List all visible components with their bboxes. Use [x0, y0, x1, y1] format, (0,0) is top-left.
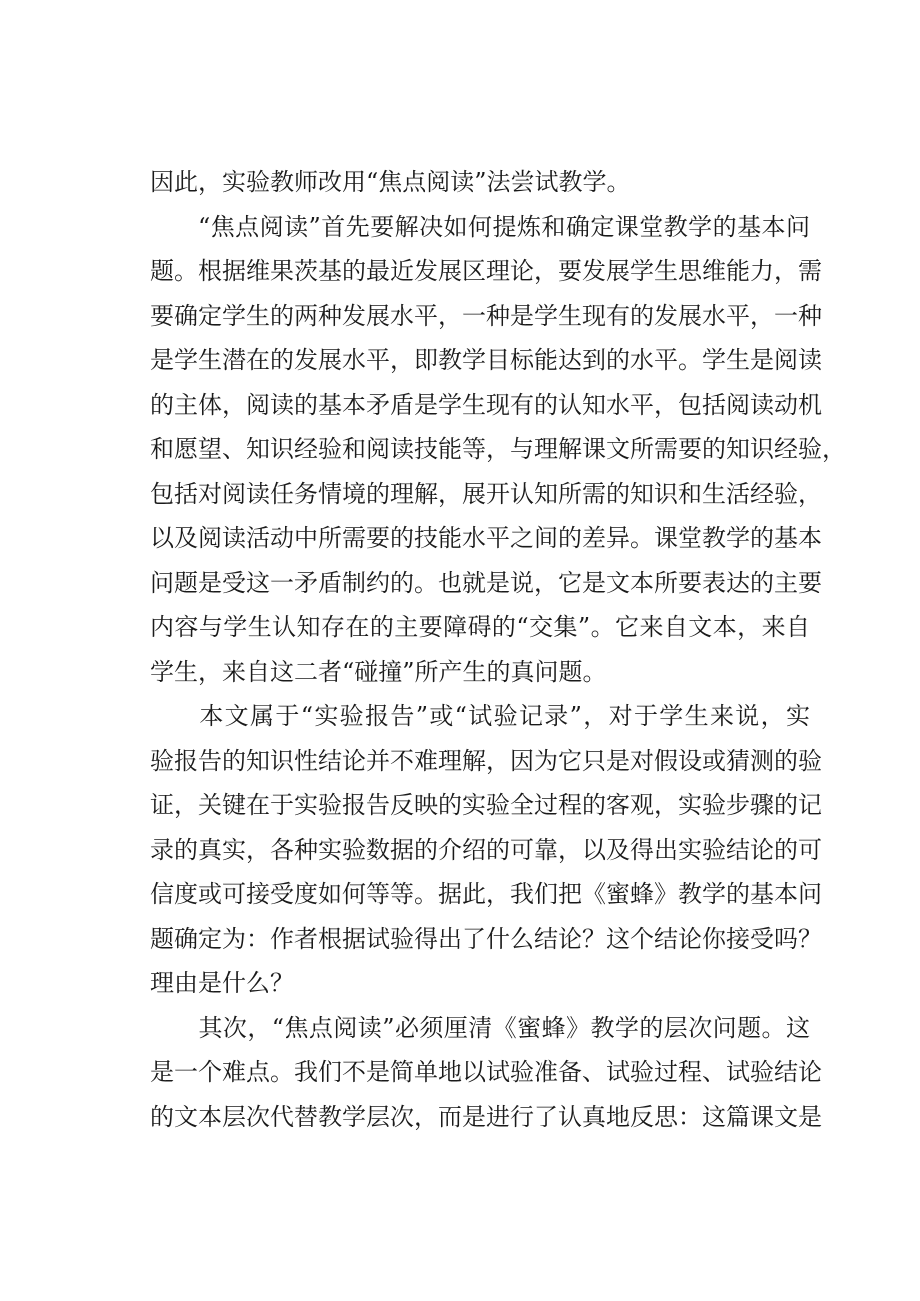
- text-line: 以及阅读活动中所需要的技能水平之间的差异。课堂教学的基本: [150, 524, 822, 552]
- text-line: 题确定为：作者根据试验得出了什么结论？这个结论你接受吗？: [150, 924, 822, 953]
- text-line: 验报告的知识性结论并不难理解，因为它只是对假设或猜测的验: [150, 746, 822, 775]
- text-line: 包括对阅读任务情境的理解，展开认知所需的知识和生活经验，: [150, 479, 822, 508]
- text-line: 的文本层次代替教学层次，而是进行了认真地反思：这篇课文是: [150, 1102, 822, 1131]
- text-line: 因此，实验教师改用“焦点阅读”法尝试教学。: [150, 168, 631, 196]
- body-text: [150, 160, 846, 1139]
- text-line: 学生，来自这二者“碰撞”所产生的真问题。: [150, 657, 607, 686]
- text-line: 录的真实，各种实验数据的介绍的可靠，以及得出实验结论的可: [150, 835, 822, 864]
- text-line: 的主体，阅读的基本矛盾是学生现有的认知水平，包括阅读动机: [150, 390, 822, 419]
- text-line: 内容与学生认知存在的主要障碍的“交集”。它来自文本，来自: [150, 613, 810, 641]
- text-line: 问题是受这一矛盾制约的。也就是说，它是文本所要表达的主要: [150, 568, 822, 597]
- text-line: 理由是什么？: [150, 969, 294, 997]
- text-line: 其次，“焦点阅读”必须厘清《蜜蜂》教学的层次问题。这: [198, 1013, 810, 1042]
- text-line: 是学生潜在的发展水平，即教学目标能达到的水平。学生是阅读: [150, 346, 822, 374]
- text-line: 和愿望、知识经验和阅读技能等，与理解课文所需要的知识经验，: [150, 435, 846, 463]
- text-line: 证，关键在于实验报告反映的实验全过程的客观，实验步骤的记: [150, 791, 822, 819]
- text-line: “焦点阅读”首先要解决如何提炼和确定课堂教学的基本问: [198, 212, 810, 241]
- text-line: 是一个难点。我们不是简单地以试验准备、试验过程、试验结论: [150, 1058, 822, 1086]
- text-line: 本文属于“实验报告”或“试验记录”，对于学生来说，实: [198, 702, 810, 730]
- text-line: 要确定学生的两种发展水平，一种是学生现有的发展水平，一种: [150, 301, 822, 330]
- text-line: 题。根据维果茨基的最近发展区理论，要发展学生思维能力，需: [150, 257, 822, 285]
- text-line: 信度或可接受度如何等等。据此，我们把《蜜蜂》教学的基本问: [150, 880, 822, 908]
